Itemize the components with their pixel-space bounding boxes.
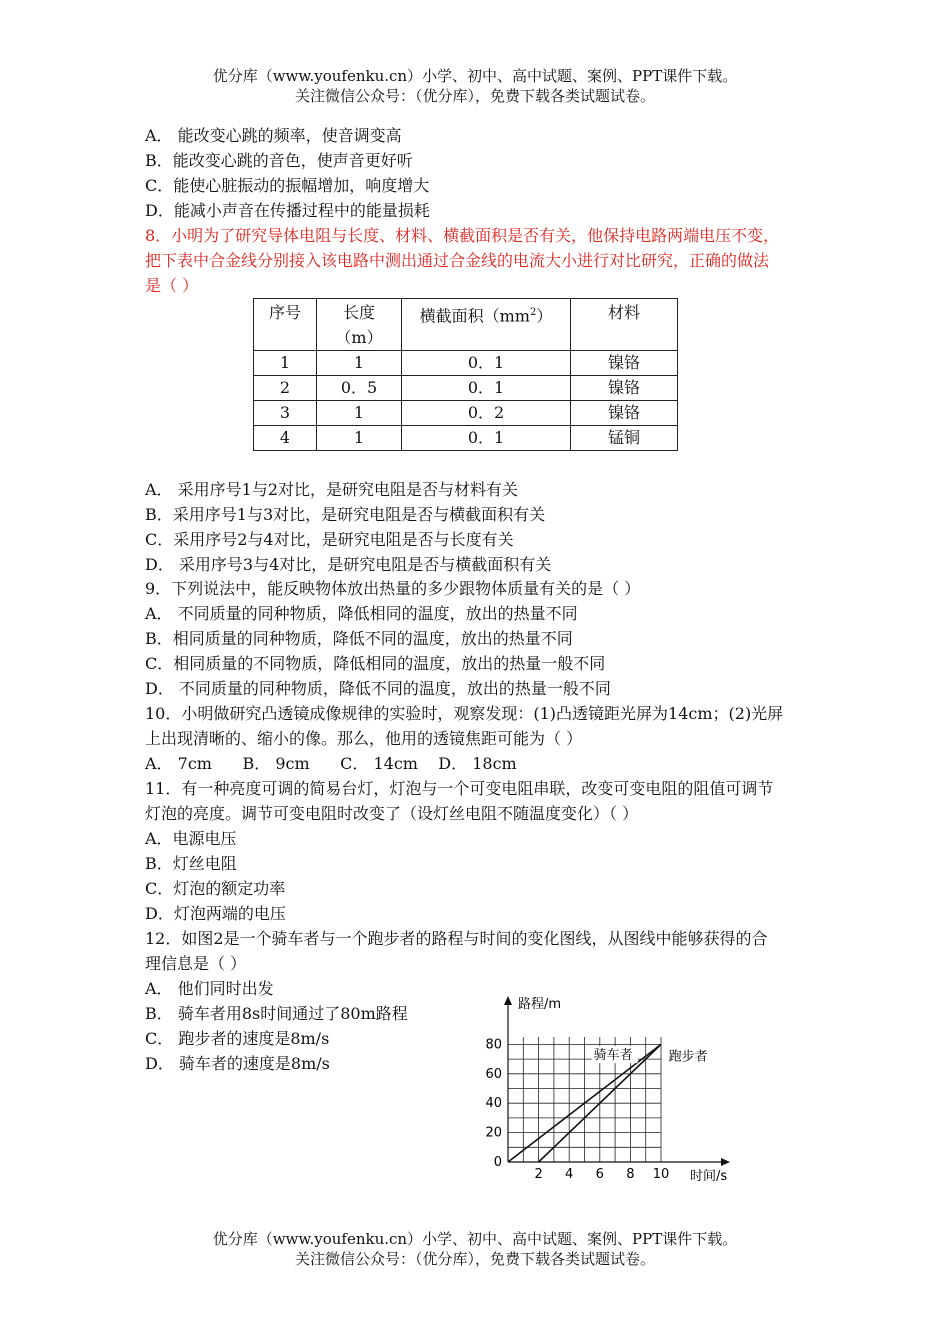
q9-option-b: B．相同质量的同种物质，降低不同的温度，放出的热量不同 bbox=[145, 629, 573, 648]
series-label: 骑车者 bbox=[593, 1048, 633, 1064]
q10-stem-line-1: 10．小明做研究凸透镜成像规律的实验时，观察发现：(1)凸透镜距光屏为14cm；(2)光屏 bbox=[145, 704, 784, 723]
q11-option-a: A．电源电压 bbox=[145, 829, 237, 848]
q12-option-a: A． 他们同时出发 bbox=[145, 979, 274, 998]
distance-time-chart bbox=[480, 990, 740, 1190]
cell: 0．1 bbox=[402, 376, 571, 401]
x-tick-label: 8 bbox=[626, 1167, 635, 1182]
table-row bbox=[254, 426, 678, 451]
x-axis-label: 时间/s bbox=[690, 1169, 728, 1184]
header-material: 材料 bbox=[571, 299, 678, 351]
x-axis-arrow bbox=[721, 1158, 730, 1166]
y-tick-label: 80 bbox=[485, 1037, 502, 1053]
cell: 1 bbox=[317, 351, 402, 376]
q7-option-a: A． 能改变心跳的频率，使音调变高 bbox=[145, 126, 402, 145]
y-axis-label: 路程/m bbox=[518, 997, 562, 1012]
table-header-row bbox=[254, 299, 678, 351]
table-row bbox=[254, 376, 678, 401]
cell: 镍铬 bbox=[571, 351, 678, 376]
q11-option-b: B．灯丝电阻 bbox=[145, 854, 237, 873]
q12-option-b: B． 骑车者用8s时间通过了80m路程 bbox=[145, 1004, 408, 1023]
q11-option-d: D．灯泡两端的电压 bbox=[145, 904, 286, 923]
header-line-2: 关注微信公众号：（优分库），免费下载各类试题试卷。 bbox=[294, 87, 655, 105]
q12-stem-line-1: 12．如图2是一个骑车者与一个跑步者的路程与时间的变化图线，从图线中能够获得的合 bbox=[145, 929, 768, 948]
x-tick-label: 2 bbox=[534, 1167, 543, 1182]
cell: 镍铬 bbox=[571, 376, 678, 401]
header-area-label: 横截面积（mm bbox=[419, 306, 530, 326]
q9-option-c: C．相同质量的不同物质，降低相同的温度，放出的热量一般不同 bbox=[145, 654, 606, 673]
footer-line-2: 关注微信公众号：（优分库），免费下载各类试题试卷。 bbox=[294, 1250, 655, 1268]
q8-stem-line-2: 把下表中合金线分别接入该电路中测出通过合金线的电流大小进行对比研究，正确的做法 bbox=[145, 251, 770, 270]
y-tick-label: 20 bbox=[485, 1125, 502, 1141]
q10-stem-line-2: 上出现清晰的、缩小的像。那么，他用的透镜焦距可能为（ ） bbox=[145, 729, 583, 748]
cell: 0．1 bbox=[402, 351, 571, 376]
cell: 0．2 bbox=[402, 401, 571, 426]
y-axis-arrow bbox=[504, 996, 512, 1005]
wire-table bbox=[253, 298, 678, 451]
cell: 1 bbox=[317, 426, 402, 451]
x-tick-label: 6 bbox=[595, 1167, 604, 1182]
q11-stem-line-2: 灯泡的亮度。调节可变电阻时改变了（设灯丝电阻不随温度变化）（ ） bbox=[145, 804, 639, 823]
cell: 4 bbox=[254, 426, 317, 451]
table-row bbox=[254, 401, 678, 426]
cell: 镍铬 bbox=[571, 401, 678, 426]
q9-option-d: D． 不同质量的同种物质，降低不同的温度，放出的热量一般不同 bbox=[145, 679, 611, 698]
header-length-unit: （m） bbox=[335, 328, 383, 347]
series-label: 跑步者 bbox=[668, 1049, 708, 1065]
footer-line-1: 优分库（www.youfenku.cn）小学、初中、高中试题、案例、PPT课件下载。 bbox=[212, 1230, 738, 1248]
q8-option-c: C．采用序号2与4对比，是研究电阻是否与长度有关 bbox=[145, 530, 514, 549]
q12-stem-line-2: 理信息是（ ） bbox=[145, 954, 247, 973]
cell: 1 bbox=[317, 401, 402, 426]
q12-option-c: C． 跑步者的速度是8m/s bbox=[145, 1029, 330, 1048]
x-tick-label: 10 bbox=[652, 1167, 670, 1182]
q8-stem-line-1: 8．小明为了研究导体电阻与长度、材料、横截面积是否有关，他保持电路两端电压不变， bbox=[145, 226, 780, 245]
cell: 1 bbox=[254, 351, 317, 376]
x-tick-label: 4 bbox=[565, 1167, 574, 1182]
q11-option-c: C．灯泡的额定功率 bbox=[145, 879, 286, 898]
header-line-1: 优分库（www.youfenku.cn）小学、初中、高中试题、案例、PPT课件下载。 bbox=[212, 67, 738, 85]
header-area-close: ） bbox=[536, 306, 553, 326]
y-tick-label: 40 bbox=[485, 1096, 502, 1112]
y-tick-label: 0 bbox=[493, 1155, 502, 1170]
header-area bbox=[402, 299, 571, 351]
q9-option-a: A． 不同质量的同种物质，降低相同的温度，放出的热量不同 bbox=[145, 604, 578, 623]
header-length bbox=[317, 299, 402, 351]
q10-options: A． 7cm B． 9cm C． 14cm D． 18cm bbox=[145, 754, 517, 773]
header-area-exp: 2 bbox=[529, 307, 537, 318]
q8-stem-line-3: 是（ ） bbox=[145, 276, 199, 295]
q7-option-d: D．能减小声音在传播过程中的能量损耗 bbox=[145, 201, 430, 220]
q9-stem: 9．下列说法中，能反映物体放出热量的多少跟物体质量有关的是（ ） bbox=[145, 579, 641, 598]
y-tick-label: 60 bbox=[485, 1066, 502, 1082]
page-footer bbox=[0, 1229, 950, 1269]
page-header bbox=[0, 66, 950, 106]
header-index: 序号 bbox=[254, 299, 317, 351]
q11-stem-line-1: 11．有一种亮度可调的简易台灯，灯泡与一个可变电阻串联，改变可变电阻的阻值可调节 bbox=[145, 779, 774, 798]
q7-option-b: B．能改变心跳的音色，使声音更好听 bbox=[145, 151, 413, 170]
table-row bbox=[254, 351, 678, 376]
q8-option-d: D． 采用序号3与4对比，是研究电阻是否与横截面积有关 bbox=[145, 555, 552, 574]
cell: 0．5 bbox=[317, 376, 402, 401]
q7-option-c: C．能使心脏振动的振幅增加，响度增大 bbox=[145, 176, 430, 195]
q8-option-a: A． 采用序号1与2对比，是研究电阻是否与材料有关 bbox=[145, 480, 519, 499]
cell: 锰铜 bbox=[571, 426, 678, 451]
cell: 2 bbox=[254, 376, 317, 401]
q8-option-b: B．采用序号1与3对比，是研究电阻是否与横截面积有关 bbox=[145, 505, 546, 524]
cell: 3 bbox=[254, 401, 317, 426]
header-length-label: 长度 bbox=[342, 303, 375, 322]
cell: 0．1 bbox=[402, 426, 571, 451]
q12-option-d: D． 骑车者的速度是8m/s bbox=[145, 1054, 330, 1073]
